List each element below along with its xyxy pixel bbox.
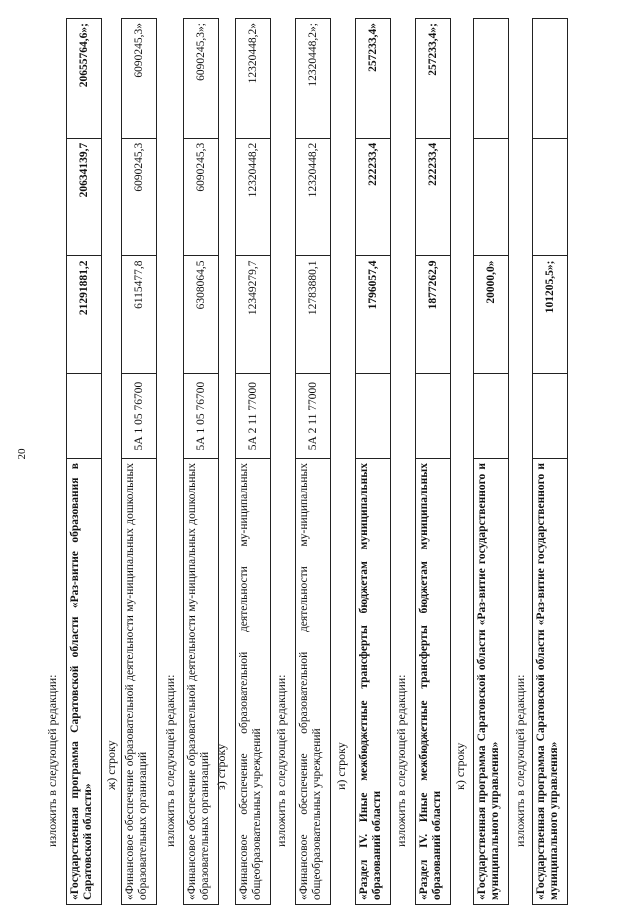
row-value-1: 101205,5»;	[533, 255, 567, 373]
row-value-2: 6090245,3	[184, 138, 218, 256]
row-value-3	[533, 19, 567, 138]
row-value-2: 12320448,2	[296, 138, 330, 256]
row-code-cell	[474, 373, 508, 458]
row-value-2	[533, 138, 567, 256]
table-row	[473, 18, 509, 905]
row-value-3	[474, 19, 508, 138]
row-code-cell: 5А 1 05 76700	[122, 373, 156, 458]
table-row	[235, 18, 271, 905]
row-value-2: 6090245,3	[122, 138, 156, 256]
row-name-cell: «Раздел IV. Иные межбюджетные трансферты бюджетам муниципальных образований области	[356, 458, 390, 904]
row-value-3: 12320448,2»	[247, 23, 259, 84]
amendment-instruction: к) строку	[453, 742, 467, 790]
amendment-instruction: изложить в следующей редакции:	[45, 674, 59, 847]
row-name-cell: «Финансовое обеспечение образовательной деятельности му-ниципальных общеобразовательных учреждений	[296, 458, 330, 904]
page-number: 20	[16, 448, 28, 460]
table-row	[121, 18, 157, 905]
row-value-1: 12783880,1	[296, 255, 330, 373]
row-value-1: 1796057,4	[356, 255, 390, 373]
amendment-instruction: изложить в следующей редакции:	[513, 674, 527, 847]
row-value-2	[474, 138, 508, 256]
table-row	[415, 18, 451, 905]
row-name-cell: «Финансовое обеспечение образовательной деятельности му-ниципальных дошкольных образовательных организаций	[122, 458, 156, 904]
row-name-cell: «Государственная программа Саратовской области «Раз-витие образования в Саратовской области»	[67, 458, 101, 904]
amendment-instruction: изложить в следующей редакции:	[274, 674, 288, 847]
row-value-3: 6090245,3»	[133, 23, 145, 78]
row-name-cell: «Раздел IV. Иные межбюджетные трансферты бюджетам муниципальных образований области	[416, 458, 450, 904]
row-value-3: 257233,4»;	[427, 23, 439, 76]
row-value-1: 6308064,5	[184, 255, 218, 373]
table-row	[355, 18, 391, 905]
table-row	[66, 18, 102, 905]
row-value-1: 21291881,2	[67, 255, 101, 373]
row-name-cell: «Государственная программа Саратовской области «Раз-витие государственного и муниципального управления»	[533, 458, 567, 904]
row-value-2: 222233,4	[356, 138, 390, 256]
row-value-2: 20634139,7	[67, 138, 101, 256]
row-code-cell: 5А 2 11 77000	[236, 373, 270, 458]
row-value-3: 12320448,2»;	[307, 23, 319, 87]
row-name-cell: «Государственная программа Саратовской области «Раз-витие государственного и муниципального управления»	[474, 458, 508, 904]
table-row	[295, 18, 331, 905]
row-name-cell: «Финансовое обеспечение образовательной деятельности му-ниципальных дошкольных образовательных организаций	[184, 458, 218, 904]
row-code-cell: 5А 1 05 76700	[184, 373, 218, 458]
row-value-3: 6090245,3»;	[195, 23, 207, 81]
table-row	[532, 18, 568, 905]
row-code-cell	[416, 373, 450, 458]
row-code-cell: 5А 2 11 77000	[296, 373, 330, 458]
row-code-cell	[67, 373, 101, 458]
row-value-3: 257233,4»	[367, 23, 379, 72]
row-value-1: 12349279,7	[236, 255, 270, 373]
row-value-1: 20000,0»	[474, 255, 508, 373]
row-value-2: 12320448,2	[236, 138, 270, 256]
row-value-2: 222233,4	[416, 138, 450, 256]
amendment-instruction: изложить в следующей редакции:	[163, 674, 177, 847]
row-name-cell: «Финансовое обеспечение образовательной деятельности му-ниципальных общеобразовательных учреждений	[236, 458, 270, 904]
row-code-cell	[533, 373, 567, 458]
amendment-instruction: ж) строку	[104, 740, 118, 790]
amendment-instruction: изложить в следующей редакции:	[394, 674, 408, 847]
row-code-cell	[356, 373, 390, 458]
row-value-1: 6115477,8	[122, 255, 156, 373]
row-value-1: 1877262,9	[416, 255, 450, 373]
row-value-3: 20655764,6»;	[78, 23, 90, 88]
amendment-instruction: и) строку	[334, 742, 348, 790]
amendment-instruction: з) строку	[214, 743, 228, 790]
